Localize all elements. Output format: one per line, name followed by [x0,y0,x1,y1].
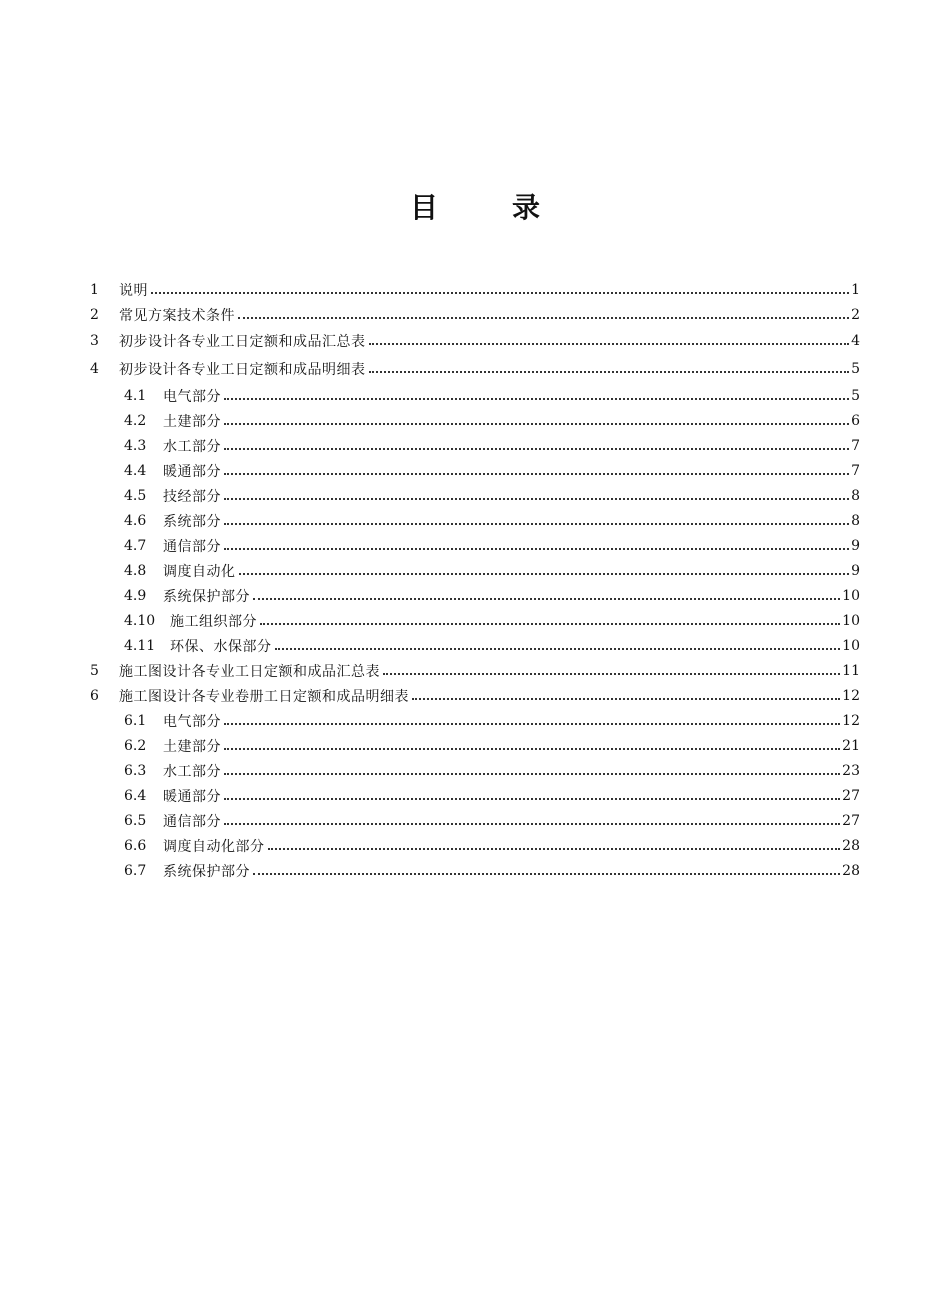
title-char-2: 录 [512,191,541,224]
toc-entry-page-number: 6 [851,412,860,429]
toc-entry[interactable] [88,483,860,508]
toc-entry-page-number: 9 [851,562,860,579]
toc-entry-label: 电气部分 [163,388,221,405]
dot-leader [369,371,850,373]
toc-entry-label: 施工图设计各专业工日定额和成品汇总表 [119,663,380,680]
toc-entry[interactable] [88,683,860,708]
dot-leader [239,573,850,575]
toc-entry[interactable] [88,833,860,858]
toc-entry-number: 3 [90,333,99,349]
toc-entry[interactable] [88,533,860,558]
toc-entry[interactable] [88,783,860,808]
toc-entry-label: 施工组织部分 [170,613,257,630]
toc-entry-label: 系统保护部分 [163,588,250,605]
toc-entry[interactable] [88,508,860,533]
toc-entry-number: 6.3 [124,762,147,779]
toc-entry-number: 4.5 [124,487,147,504]
toc-entry-label: 初步设计各专业工日定额和成品明细表 [119,362,366,378]
toc-entry[interactable] [88,633,860,658]
title-char-1: 目 [409,191,438,224]
toc-entry-label: 施工图设计各专业卷册工日定额和成品明细表 [119,688,409,705]
dot-leader [224,773,840,775]
toc-entry[interactable] [88,808,860,833]
toc-entry-page-number: 7 [851,462,860,479]
toc-entry-page-number: 4 [851,333,860,349]
toc-entry-label: 土建部分 [163,738,221,755]
dot-leader [253,598,840,600]
toc-entry-label: 常见方案技术条件 [119,307,235,324]
dot-leader [224,473,849,475]
toc-entry-label: 通信部分 [163,538,221,555]
dot-leader [151,292,849,294]
toc-entry-label: 土建部分 [163,413,221,430]
dot-leader [275,648,841,650]
toc-entry-number: 4.6 [124,512,147,529]
toc-entry-number: 2 [90,306,99,323]
toc-entry-page-number: 9 [851,537,860,554]
toc-entry-label: 调度自动化部分 [163,838,265,855]
toc-entry-number: 6.7 [124,862,147,879]
toc-entry-page-number: 28 [842,837,860,854]
table-of-contents [88,277,860,883]
dot-leader [369,343,850,345]
toc-entry-number: 4.4 [124,462,147,479]
toc-entry-label: 环保、水保部分 [170,638,272,655]
toc-entry-number: 4 [90,361,99,377]
dot-leader [224,548,849,550]
dot-leader [268,848,841,850]
toc-entry-number: 4.8 [124,562,147,579]
toc-entry-label: 水工部分 [163,438,221,455]
toc-entry-page-number: 7 [851,437,860,454]
toc-entry[interactable] [88,733,860,758]
toc-entry-page-number: 21 [842,737,860,754]
toc-entry-number: 4.2 [124,412,147,429]
toc-entry-page-number: 5 [851,361,860,377]
toc-entry-page-number: 10 [842,637,860,654]
page-title [0,186,950,226]
toc-entry-label: 系统保护部分 [163,863,250,880]
toc-entry-number: 6.1 [124,712,147,729]
toc-entry-number: 6.4 [124,787,147,804]
toc-entry-page-number: 27 [842,787,860,804]
dot-leader [238,317,849,319]
toc-entry-number: 1 [90,281,99,298]
toc-entry[interactable] [88,708,860,733]
dot-leader [253,873,840,875]
toc-entry-number: 5 [90,662,99,679]
toc-entry-number: 4.3 [124,437,147,454]
toc-entry[interactable] [88,458,860,483]
toc-entry-label: 调度自动化 [163,563,236,580]
toc-entry-page-number: 2 [851,306,860,323]
toc-entry-number: 4.9 [124,587,147,604]
toc-entry-page-number: 8 [851,487,860,504]
toc-entry-page-number: 27 [842,812,860,829]
toc-entry-label: 通信部分 [163,813,221,830]
toc-entry[interactable] [88,433,860,458]
toc-entry[interactable] [88,758,860,783]
toc-entry-number: 6.6 [124,837,147,854]
dot-leader [224,398,849,400]
dot-leader [224,748,840,750]
toc-entry-label: 系统部分 [163,513,221,530]
dot-leader [224,498,849,500]
toc-entry[interactable] [88,408,860,433]
toc-entry[interactable] [88,302,860,327]
toc-entry[interactable] [88,355,860,383]
toc-entry-number: 6.2 [124,737,147,754]
dot-leader [260,623,840,625]
toc-entry[interactable] [88,583,860,608]
toc-entry-page-number: 23 [842,762,860,779]
toc-entry-number: 4.11 [124,637,156,654]
toc-entry[interactable] [88,858,860,883]
dot-leader [224,723,840,725]
toc-entry-page-number: 11 [842,662,860,679]
toc-entry[interactable] [88,327,860,355]
dot-leader [224,823,840,825]
toc-entry-page-number: 12 [842,712,860,729]
toc-entry-label: 电气部分 [163,713,221,730]
toc-entry-label: 暖通部分 [163,463,221,480]
toc-entry[interactable] [88,608,860,633]
dot-leader [224,523,849,525]
dot-leader [224,798,840,800]
toc-entry[interactable] [88,383,860,408]
toc-entry[interactable] [88,558,860,583]
toc-entry-page-number: 10 [842,612,860,629]
toc-entry-number: 4.10 [124,612,156,629]
toc-entry-page-number: 10 [842,587,860,604]
dot-leader [412,698,840,700]
dot-leader [224,448,849,450]
toc-entry-label: 说明 [119,282,148,299]
toc-entry-page-number: 28 [842,862,860,879]
toc-entry-label: 暖通部分 [163,788,221,805]
dot-leader [224,423,849,425]
toc-entry-page-number: 12 [842,687,860,704]
toc-entry-page-number: 8 [851,512,860,529]
toc-entry-page-number: 1 [851,281,860,298]
dot-leader [383,673,840,675]
toc-entry-number: 4.1 [124,387,147,404]
toc-entry-label: 技经部分 [163,488,221,505]
toc-entry-number: 6.5 [124,812,147,829]
toc-entry-page-number: 5 [851,387,860,404]
toc-entry[interactable] [88,277,860,302]
toc-entry-number: 6 [90,687,99,704]
toc-entry-number: 4.7 [124,537,147,554]
toc-entry[interactable] [88,658,860,683]
toc-entry-label: 水工部分 [163,763,221,780]
toc-entry-label: 初步设计各专业工日定额和成品汇总表 [119,334,366,350]
